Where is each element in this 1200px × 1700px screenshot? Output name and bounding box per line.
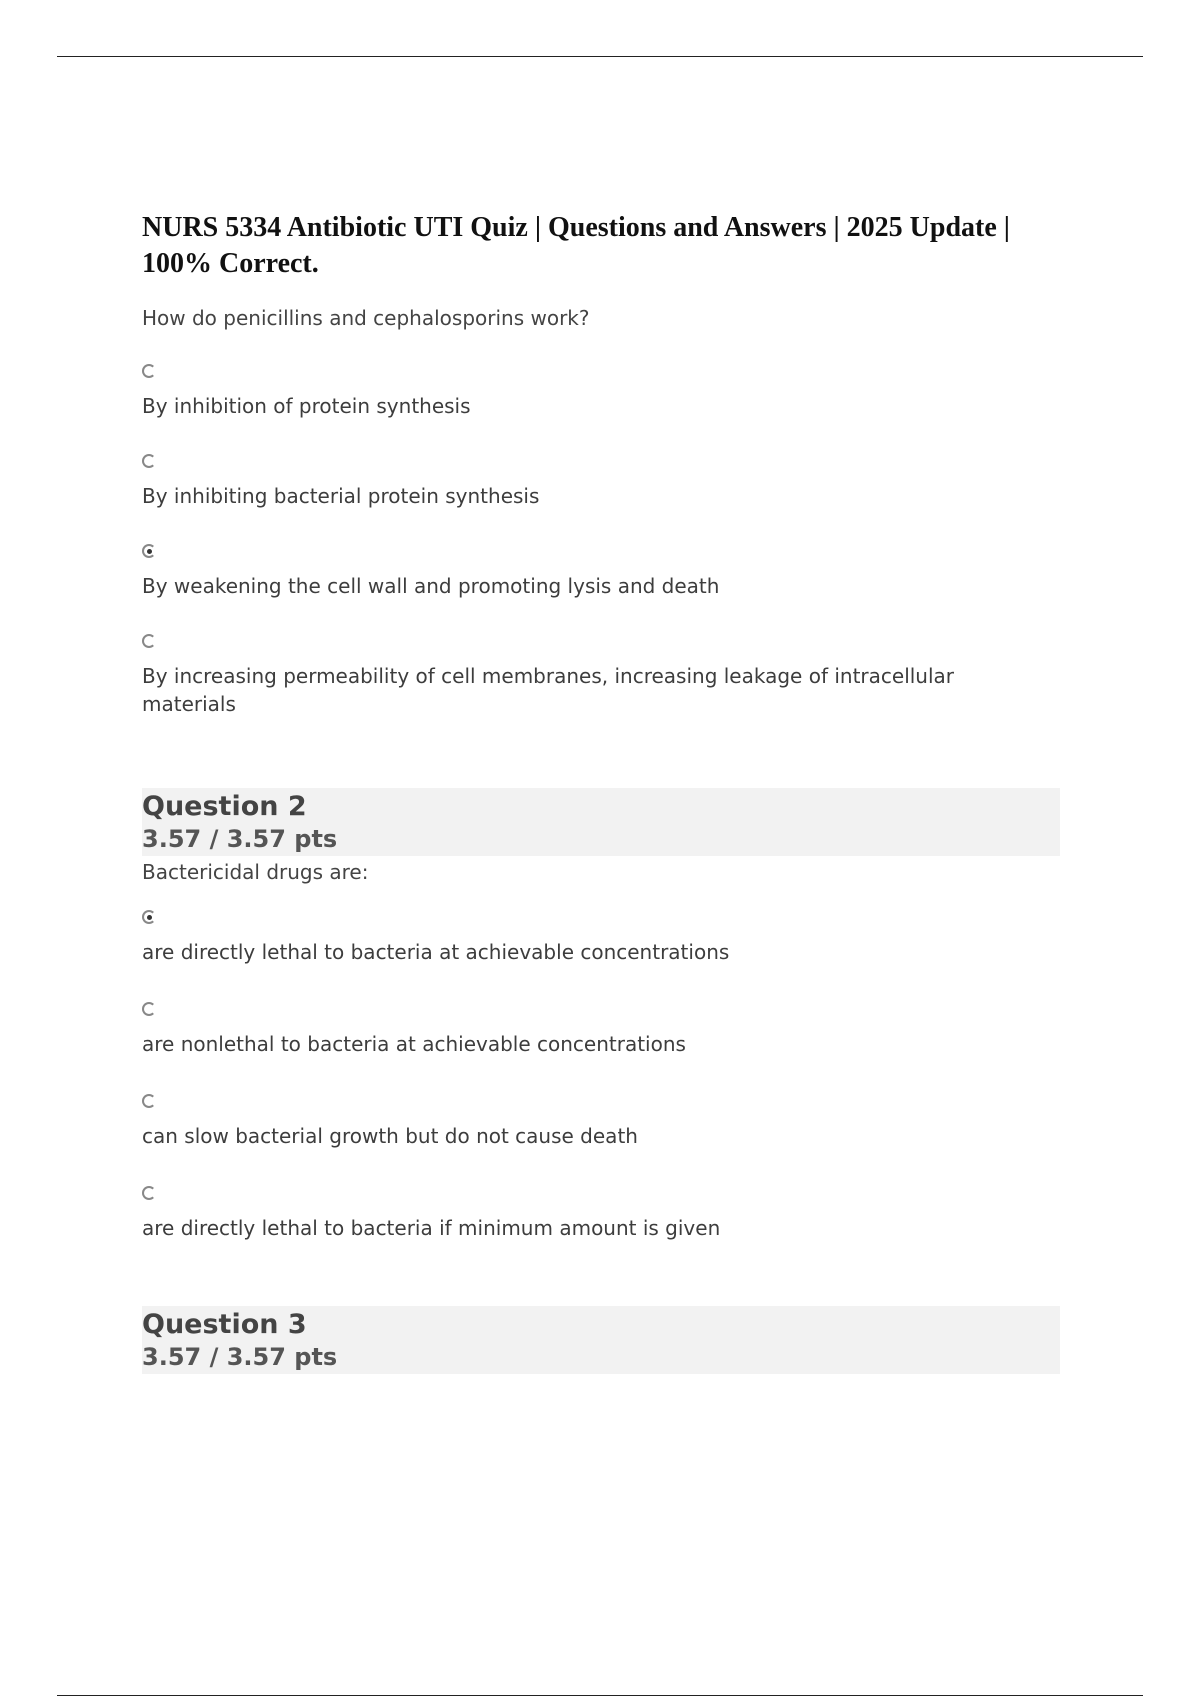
top-rule [57,56,1143,57]
answer-option-label: are directly lethal to bacteria at achievable concentrations [142,940,730,964]
radio-button-icon[interactable] [142,1002,156,1016]
radio-button-icon[interactable] [142,364,156,378]
answer-option[interactable] [142,454,1062,510]
question-header [142,1306,1060,1374]
answer-option-label: By increasing permeability of cell membranes, increasing leakage of intracellular materials [142,664,955,716]
question-2 [142,788,1062,1242]
quiz-content [142,210,1062,1374]
answer-options [142,364,1062,718]
question-title: Question 2 [142,791,307,822]
answer-option-label: By weakening the cell wall and promoting lysis and death [142,574,720,598]
answer-option-label: are directly lethal to bacteria if minimum amount is given [142,1216,721,1240]
question-header [142,788,1060,856]
question-prompt: How do penicillins and cephalosporins work? [142,306,590,330]
question-points: 3.57 / 3.57 pts [142,825,338,853]
answer-option[interactable] [142,910,1062,966]
answer-option[interactable] [142,1186,1062,1242]
answer-option[interactable] [142,364,1062,420]
radio-button-selected-icon[interactable] [142,910,156,924]
radio-button-icon[interactable] [142,634,156,648]
radio-button-icon[interactable] [142,1186,156,1200]
answer-option[interactable] [142,544,1062,600]
answer-option-label: are nonlethal to bacteria at achievable concentrations [142,1032,686,1056]
answer-option[interactable] [142,634,1062,718]
question-prompt: Bactericidal drugs are: [142,860,369,884]
question-3 [142,1306,1062,1374]
question-title: Question 3 [142,1309,307,1340]
radio-button-icon[interactable] [142,1094,156,1108]
answer-option[interactable] [142,1094,1062,1150]
question-points: 3.57 / 3.57 pts [142,1343,338,1371]
radio-button-icon[interactable] [142,454,156,468]
answer-option-label: can slow bacterial growth but do not cause death [142,1124,638,1148]
answer-option[interactable] [142,1002,1062,1058]
answer-option-label: By inhibition of protein synthesis [142,394,471,418]
answer-option-label: By inhibiting bacterial protein synthesis [142,484,540,508]
radio-button-selected-icon[interactable] [142,544,156,558]
document-title: NURS 5334 Antibiotic UTI Quiz | Questions and Answers | 2025 Update | 100% Correct. [142,212,1010,279]
bottom-rule [57,1695,1143,1696]
question-1 [142,306,1062,718]
answer-options [142,910,1062,1242]
